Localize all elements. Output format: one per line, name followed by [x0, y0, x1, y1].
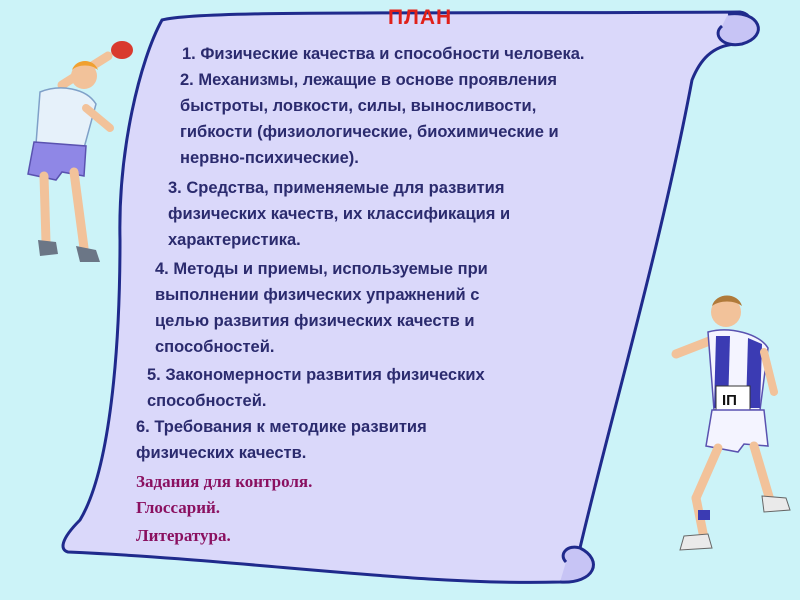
extra-glossary-link: Глоссарий. — [136, 498, 221, 517]
athlete-bib-number: ІП — [722, 392, 737, 409]
paddle-icon — [111, 41, 133, 59]
extra-literature-link: Литература. — [136, 526, 231, 545]
plan-item-2-line-2: быстроты, ловкости, силы, выносливости, — [180, 97, 537, 115]
left-athlete-illustration — [28, 41, 133, 262]
plan-item-3-line-2: физических качеств, их классификация и — [168, 205, 511, 223]
plan-item-2-line-3: гибкости (физиологические, биохимические и — [180, 123, 559, 141]
plan-item-3-line-1: 3. Средства, применяемые для развития — [168, 179, 505, 197]
plan-item-4-line-3: целью развития физических качеств и — [155, 312, 475, 330]
plan-title: ПЛАН — [388, 6, 453, 29]
plan-item-5 — [147, 362, 485, 414]
plan-item-1 — [182, 41, 585, 67]
plan-item-2-line-4: нервно-психические). — [180, 149, 359, 167]
plan-item-4-line-4: способностей. — [155, 338, 275, 356]
plan-item-5-line-2: способностей. — [147, 392, 267, 410]
plan-item-2 — [180, 67, 559, 171]
plan-item-2-line-1: 2. Механизмы, лежащие в основе проявления — [180, 71, 558, 89]
plan-item-4 — [155, 256, 488, 360]
plan-item-4-line-2: выполнении физических упражнений с — [155, 286, 480, 304]
plan-item-4-line-1: 4. Методы и приемы, используемые при — [155, 260, 488, 278]
right-athlete-illustration — [676, 296, 790, 551]
plan-item-3 — [168, 175, 510, 253]
plan-item-6-line-1: 6. Требования к методике развития — [136, 418, 427, 436]
plan-item-5-line-1: 5. Закономерности развития физических — [147, 366, 485, 384]
plan-item-6 — [136, 414, 427, 466]
plan-item-6-line-2: физических качеств. — [136, 444, 307, 462]
extra-tasks-link: Задания для контроля. — [136, 472, 313, 491]
plan-item-3-line-3: характеристика. — [168, 231, 301, 249]
plan-item-1-line-1: 1. Физические качества и способности человека. — [182, 45, 585, 63]
